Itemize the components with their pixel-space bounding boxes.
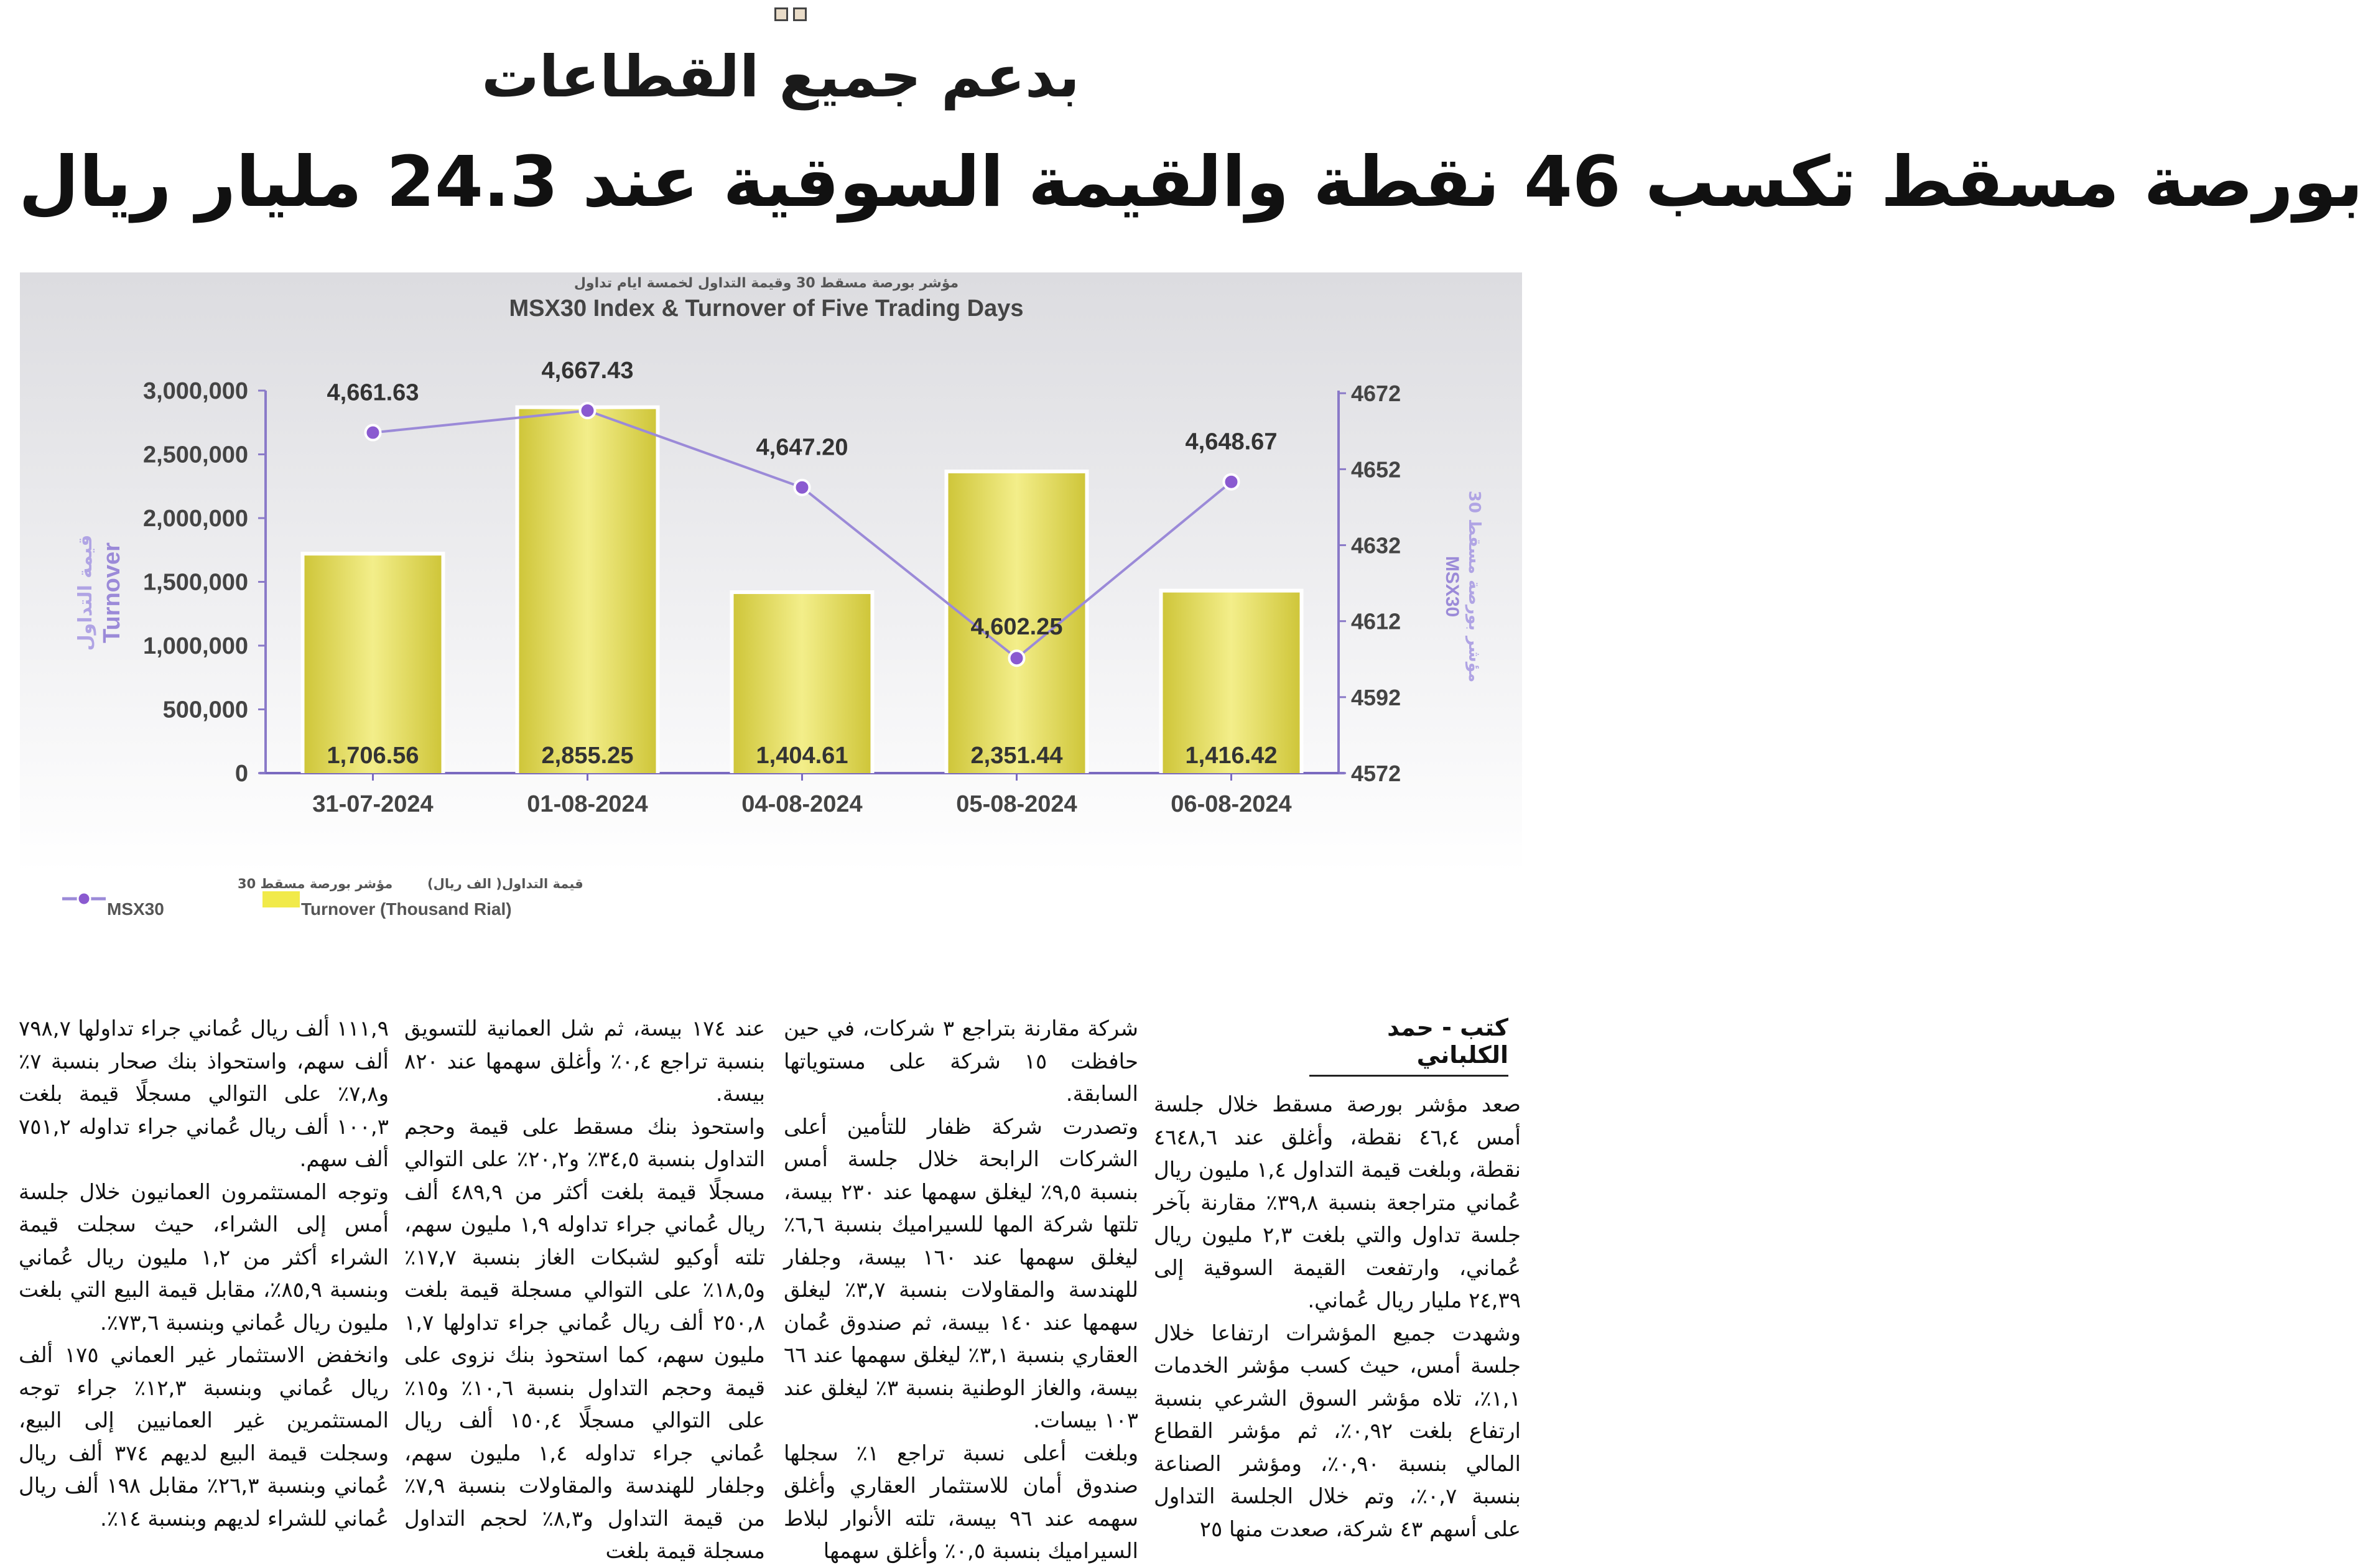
msx30-value-label: 4,661.63 — [327, 379, 419, 406]
paragraph: واستحوذ بنك مسقط على قيمة وحجم التداول بنسبة ٣٤,٥٪ و٢٠,٢٪ على التوالي مسجلًا قيمة بلغت أكثر من ٤٨٩,٩ ألف ريال عُماني جراء تداوله ١,٩ مليون سهم، تلته أوكيو لشبكات الغاز بنسبة ١٧,٧٪ و١٨,٥٪ على التوالي مسجلة قيمة بلغت ٢٥٠,٨ ألف ريال عُماني جراء تداولها ١,٧ مليون سهم، كما استحوذ بنك نزوى على قيمة وحجم التداول بنسبة ١٠,٦٪ و١٥٪ على التوالي مسجلًا ١٥٠,٤ ألف ريال عُماني جراء تداوله ١,٤ مليون سهم، وجلفار للهندسة والمقاولات بنسبة ٧,٩٪ من قيمة التداول و٨,٣٪ لحجم التداول مسجلة قيمة بلغت — [404, 1114, 766, 1564]
msx30-turnover-chart — [20, 272, 1522, 925]
left-tick-label: 0 — [234, 761, 248, 787]
left-tick-label: 2,000,000 — [142, 506, 248, 532]
paragraph: ١١١,٩ ألف ريال عُماني جراء تداولها ٧٩٨,٧ ألف سهم، واستحواذ بنك صحار بنسبة ٧٪ و٧,٨٪ على التوالي مسجلًا قيمة بلغت ١٠٠,٣ ألف ريال عُماني جراء تداوله ٧٥١,٢ ألف سهم. — [19, 1016, 389, 1172]
paragraph: وانخفض الاستثمار غير العماني ١٧٥ ألف ريال عُماني وبنسبة ١٢,٣٪ جراء توجه المستثمرين غير العمانيين إلى البيع، وسجلت قيمة البيع لديهم ٣٧٤ ألف ريال عُماني وبنسبة ٢٦,٣٪ مقابل ١٩٨ ألف ريال عُماني للشراء لديهم وبنسبة ١٤٪. — [19, 1343, 389, 1531]
main-headline: بورصة مسقط تكسب 46 نقطة والقيمة السوقية عند 24.3 مليار ريال — [19, 142, 2363, 223]
right-tick-label: 4592 — [1351, 684, 1401, 710]
paragraph: وتوجه المستثمرون العمانيون خلال جلسة أمس إلى الشراء، حيث سجلت قيمة الشراء أكثر من ١,٢ مليون ريال عُماني وبنسبة ٨٥,٩٪، مقابل قيمة البيع التي بلغت مليون ريال عُماني وبنسبة ٧٣,٦٪. — [19, 1179, 389, 1335]
chart-title: MSX30 Index & Turnover of Five Trading Days — [509, 295, 1024, 322]
x-tick-label: 01-08-2024 — [527, 791, 648, 817]
x-tick-label: 05-08-2024 — [956, 791, 1077, 817]
byline: كتب - حمد الكلباني — [1309, 1014, 1508, 1077]
right-tick-label: 4672 — [1351, 381, 1401, 407]
paragraph: وشهدت جميع المؤشرات ارتفاعا خلال جلسة أمس، حيث كسب مؤشر الخدمات ١,١٪، تلاه مؤشر السوق الشرعي بنسبة ارتفاع بلغت ٠,٩٢٪، ثم مؤشر القطاع المالي بنسبة ٠,٩٠٪، ومؤشر الصناعة بنسبة ٠,٧٪، وتم خلال الجلسة التداول على أسهم ٤٣ شركة، صعدت منها ٢٥ — [1154, 1320, 1521, 1542]
chart-panel — [20, 272, 1522, 925]
right-tick-label: 4632 — [1351, 532, 1401, 559]
left-tick-label: 500,000 — [162, 697, 248, 723]
msx30-point — [1224, 475, 1239, 489]
paragraph: صعد مؤشر بورصة مسقط خلال جلسة أمس ٤٦,٤ نقطة، وأغلق عند ٤٦٤٨,٦ نقطة، وبلغت قيمة التداول ١,٤ مليون ريال عُماني متراجعة بنسبة ٣٩,٨٪ مقارنة بآخر جلسة تداول والتي بلغت ٢,٣ مليون ريال عُماني، وارتفعت القيمة السوقية إلى ٢٤,٣٩ مليار ريال عُماني. — [1154, 1092, 1521, 1313]
bar-value-label: 1,706.56 — [327, 743, 419, 769]
legend-turnover-label: Turnover (Thousand Rial) — [301, 899, 512, 919]
x-tick-label: 06-08-2024 — [1171, 791, 1292, 817]
right-axis-title-ar: مؤشر بورصة مسقط 30 — [1465, 490, 1483, 683]
msx30-point — [580, 403, 595, 418]
msx30-value-label: 4,602.25 — [970, 614, 1063, 641]
right-tick-label: 4652 — [1351, 457, 1401, 483]
left-axis-title-ar: قيمة التداول — [75, 534, 96, 651]
msx30-value-label: 4,647.20 — [756, 434, 848, 461]
right-tick-label: 4612 — [1351, 608, 1401, 634]
msx30-point — [1010, 651, 1024, 666]
msx30-point — [366, 425, 381, 440]
turnover-bar — [519, 409, 656, 773]
left-tick-label: 1,500,000 — [142, 569, 248, 596]
article-column-3 — [404, 1013, 766, 1564]
paragraph: وتصدرت شركة ظفار للتأمين أعلى الشركات الرابحة خلال جلسة أمس بنسبة ٩,٥٪ ليغلق سهمها عند ٢٣٠ بيسة، تلتها شركة المها للسيراميك بنسبة ٦,٦٪ ليغلق سهمها عند ١٦٠ بيسة، وجلفار للهندسة والمقاولات بنسبة ٣,٧٪ ليغلق سهمها عند ١٤٠ بيسة، ثم صندوق عُمان العقاري بنسبة ٣,١٪ ليغلق سهمها عند ٦٦ بيسة، والغاز الوطنية بنسبة ٣٪ ليغلق عند ١٠٣ بيسات. — [784, 1114, 1139, 1433]
left-axis-title: Turnover — [99, 542, 125, 643]
bar-value-label: 1,404.61 — [756, 743, 848, 769]
section-marker — [774, 7, 807, 21]
legend-turnover-label-ar: قيمة التداول( الف ريال) — [427, 876, 583, 891]
right-tick-label: 4572 — [1351, 761, 1401, 786]
x-tick-label: 31-07-2024 — [312, 791, 434, 817]
paragraph: وبلغت أعلى نسبة تراجع ١٪ سجلها صندوق أمان للاستثمار العقاري وأغلق سهمه عند ٩٦ بيسة، تلته الأنوار لبلاط السيراميك بنسبة ٠,٥٪ وأغلق سهمها — [784, 1440, 1138, 1564]
left-tick-label: 2,500,000 — [142, 442, 248, 468]
turnover-bar — [305, 555, 442, 773]
legend-msx30-label-ar: مؤشر بورصة مسقط 30 — [238, 876, 393, 891]
right-axis-title: MSX30 — [1442, 555, 1462, 618]
bar-value-label: 1,416.42 — [1185, 743, 1278, 769]
bar-value-label: 2,855.25 — [541, 743, 634, 769]
chart-title-ar: مؤشر بورصة مسقط 30 وقيمة التداول لخمسة ايام تداول — [573, 276, 959, 291]
legend-turnover-swatch — [262, 891, 300, 907]
left-tick-label: 3,000,000 — [142, 378, 248, 404]
legend-msx30-label: MSX30 — [107, 899, 164, 919]
x-tick-label: 04-08-2024 — [741, 791, 863, 817]
paragraph: شركة مقارنة بتراجع ٣ شركات، في حين حافظت ١٥ شركة على مستوياتها السابقة. — [784, 1016, 1139, 1106]
paragraph: عند ١٧٤ بيسة، ثم شل العمانية للتسويق بنسبة تراجع ٠,٤٪ وأغلق سهمها عند ٨٢٠ بيسة. — [404, 1016, 766, 1106]
article-column-4 — [19, 1013, 389, 1531]
legend-msx30-marker — [78, 893, 90, 905]
article-column-1 — [1154, 1088, 1521, 1542]
msx30-value-label: 4,667.43 — [541, 358, 634, 384]
article-column-2 — [784, 1013, 1139, 1564]
msx30-value-label: 4,648.67 — [1185, 429, 1278, 455]
kicker-headline: بدعم جميع القطاعات — [481, 44, 1080, 110]
bar-value-label: 2,351.44 — [970, 743, 1063, 769]
msx30-point — [795, 480, 810, 495]
left-tick-label: 1,000,000 — [142, 633, 248, 659]
